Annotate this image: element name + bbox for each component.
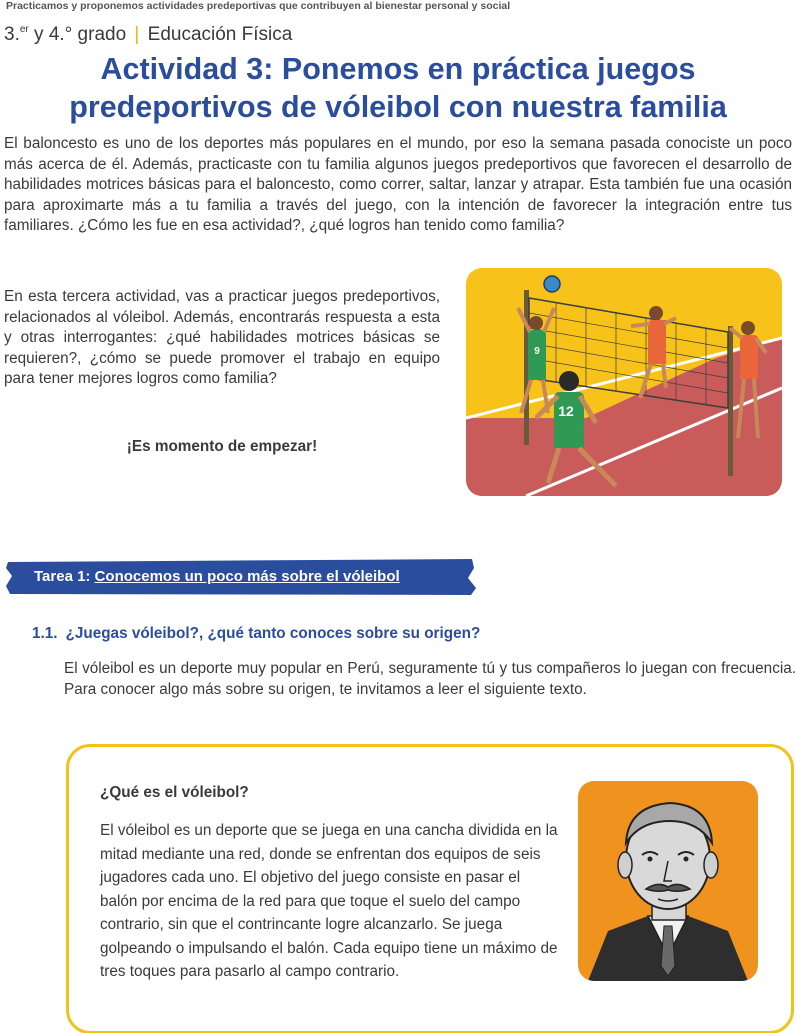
activity-paragraph: En esta tercera actividad, vas a practicar juegos predeportivos, relacionados al vóleibol. Además, encontrarás respuesta a esta y otras interrogantes: ¿qué habilidades motrices básicas se requieren?, ¿cómo se puede promover el trabajo en equipo para tener mejores logros como familia? [4,288,440,388]
section-question: ¿Juegas vóleibol?, ¿qué tanto conoces sobre su origen? [65,625,481,642]
section-paragraph: El vóleibol es un deporte muy popular en Perú, seguramente tú y tus compañeros lo juegan con frecuencia. Para conocer algo más sobre su origen, te invitamos a leer el siguiente texto. [64,660,796,698]
running-header: Practicamos y proponemos actividades predeportivas que contribuyen al bienestar personal y social [6,0,511,12]
grade-a-sup: er [19,24,29,35]
intro-paragraph: El baloncesto es uno de los deportes más populares en el mundo, por eso la semana pasada conociste un poco más acerca de él. Además, practicaste con tu familia algunos juegos predeportivos que favorecen el desarrollo de habilidades motrices básicas para el baloncesto, como correr, saltar, lanzar y atrapar. Esta también fue una ocasión para aproximarte más a tu familia a través del juego, con la intención de favorecer la integración entre tus familiares. ¿Cómo les fue en esa actividad?, ¿qué logros han tenido como familia? [4,135,792,235]
task-heading [34,568,400,585]
grade-subject-line [4,24,292,46]
grade-b: y 4.° grado [28,24,127,45]
info-box-text: El vóleibol es un deporte que se juega en una cancha dividida en la mitad mediante una red, donde se enfrentan dos equipos de seis jugadores cada uno. El objetivo del juego consiste en pasar el balón por encima de la red para que toque el suelo del campo contrario, sin que el contrincante logre alcanzarlo. Se juega golpeando o impulsando el balón. Cada equipo tiene un máximo de tres toques para pasarlo al campo contrario. [100,822,558,980]
title-line-1: Actividad 3: Ponemos en práctica juegos [100,52,696,86]
cheer-text: ¡Es momento de empezar! [126,438,318,455]
jersey-number-12: 12 [558,403,574,419]
info-box-title: ¿Qué es el vóleibol? [100,784,249,801]
jersey-number-9: 9 [534,346,540,357]
portrait-illustration [578,781,758,981]
volleyball-illustration [466,268,782,496]
separator: | [134,24,140,45]
grade-a: 3. [4,24,20,45]
section-heading [32,625,480,643]
subject-name: Educación Física [147,24,293,45]
task-link[interactable]: Conocemos un poco más sobre el vóleibol [94,568,400,585]
section-number: 1.1. [32,625,58,642]
title-line-2: predeportivos de vóleibol con nuestra familia [69,90,727,124]
task-label: Tarea 1: [34,568,91,585]
activity-title [0,50,796,126]
